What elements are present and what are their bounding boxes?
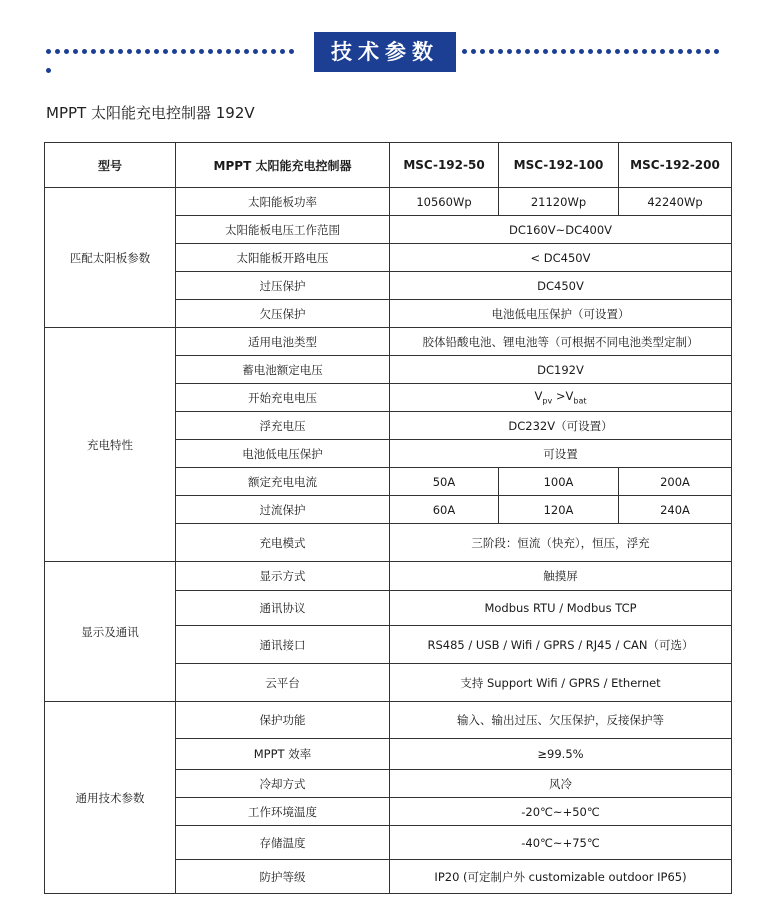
cell-value: 触摸屏 bbox=[390, 562, 732, 591]
row-label: 通讯接口 bbox=[176, 626, 390, 664]
row-label: MPPT 效率 bbox=[176, 739, 390, 770]
row-label: 保护功能 bbox=[176, 702, 390, 739]
table-row bbox=[45, 328, 732, 356]
dot bbox=[118, 49, 123, 54]
dot bbox=[624, 49, 629, 54]
cell-value: DC192V bbox=[390, 356, 732, 384]
row-label: 云平台 bbox=[176, 664, 390, 702]
group-display: 显示及通讯 bbox=[45, 562, 176, 702]
dot bbox=[145, 49, 150, 54]
group-charge: 充电特性 bbox=[45, 328, 176, 562]
dot bbox=[660, 49, 665, 54]
dot bbox=[109, 49, 114, 54]
dot bbox=[480, 49, 485, 54]
dot bbox=[82, 49, 87, 54]
product-subtitle: MPPT 太阳能充电控制器 192V bbox=[46, 104, 255, 122]
cell-value: 三阶段：恒流（快充），恒压，浮充 bbox=[390, 524, 732, 562]
dot bbox=[46, 49, 51, 54]
pv-subscript: pv bbox=[542, 396, 553, 406]
gt-v-symbol: >V bbox=[552, 389, 574, 404]
cell-value: DC160V~DC400V bbox=[390, 216, 732, 244]
row-label: 工作环境温度 bbox=[176, 798, 390, 826]
v-symbol: V bbox=[534, 389, 543, 404]
cell-value: ≥99.5% bbox=[390, 739, 732, 770]
dot bbox=[64, 49, 69, 54]
cell-value: 胶体铅酸电池、锂电池等（可根据不同电池类型定制） bbox=[390, 328, 732, 356]
cell-value: 21120Wp bbox=[499, 188, 619, 216]
row-label: 适用电池类型 bbox=[176, 328, 390, 356]
cell-value: 60A bbox=[390, 496, 499, 524]
dot bbox=[489, 49, 494, 54]
row-label: 存储温度 bbox=[176, 826, 390, 860]
section-title: 技术参数 bbox=[314, 32, 456, 72]
cell-value: 电池低电压保护（可设置） bbox=[390, 300, 732, 328]
dot bbox=[525, 49, 530, 54]
cell-value bbox=[390, 384, 732, 412]
dot bbox=[606, 49, 611, 54]
section-header bbox=[0, 30, 760, 74]
cell-value: DC450V bbox=[390, 272, 732, 300]
spec-table bbox=[44, 142, 732, 894]
dot bbox=[507, 49, 512, 54]
dot bbox=[262, 49, 267, 54]
cell-value: RS485 / USB / Wifi / GPRS / RJ45 / CAN（可选） bbox=[390, 626, 732, 664]
dot bbox=[46, 68, 51, 73]
row-label: 过流保护 bbox=[176, 496, 390, 524]
cell-value: -40℃~+75℃ bbox=[390, 826, 732, 860]
dot bbox=[127, 49, 132, 54]
dot bbox=[199, 49, 204, 54]
dot bbox=[136, 49, 141, 54]
row-label: 开始充电电压 bbox=[176, 384, 390, 412]
group-general: 通用技术参数 bbox=[45, 702, 176, 894]
cell-value: -20℃~+50℃ bbox=[390, 798, 732, 826]
dot bbox=[462, 49, 467, 54]
group-solar: 匹配太阳板参数 bbox=[45, 188, 176, 328]
row-label: 浮充电压 bbox=[176, 412, 390, 440]
cell-value: 输入、输出过压、欠压保护，反接保护等 bbox=[390, 702, 732, 739]
dot bbox=[172, 49, 177, 54]
header-model-100: MSC-192-100 bbox=[499, 143, 619, 188]
dot bbox=[687, 49, 692, 54]
dot bbox=[561, 49, 566, 54]
dot bbox=[280, 49, 285, 54]
cell-value: 200A bbox=[619, 468, 732, 496]
dot bbox=[543, 49, 548, 54]
dot bbox=[217, 49, 222, 54]
table-row bbox=[45, 188, 732, 216]
row-label: 通讯协议 bbox=[176, 591, 390, 626]
dot bbox=[642, 49, 647, 54]
dot bbox=[55, 49, 60, 54]
dot bbox=[669, 49, 674, 54]
table-header-row bbox=[45, 143, 732, 188]
dot bbox=[471, 49, 476, 54]
row-label: 防护等级 bbox=[176, 860, 390, 894]
table-row bbox=[45, 702, 732, 739]
row-label: 蓄电池额定电压 bbox=[176, 356, 390, 384]
cell-value: < DC450V bbox=[390, 244, 732, 272]
dot bbox=[289, 49, 294, 54]
cell-value: 50A bbox=[390, 468, 499, 496]
cell-value: 风冷 bbox=[390, 770, 732, 798]
dotted-rule-right bbox=[462, 49, 724, 55]
dot bbox=[91, 49, 96, 54]
dot bbox=[696, 49, 701, 54]
dotted-rule-left bbox=[46, 49, 304, 55]
dot bbox=[181, 49, 186, 54]
row-label: 显示方式 bbox=[176, 562, 390, 591]
dot bbox=[615, 49, 620, 54]
dot bbox=[633, 49, 638, 54]
row-label: 太阳能板电压工作范围 bbox=[176, 216, 390, 244]
row-label: 太阳能板开路电压 bbox=[176, 244, 390, 272]
dot bbox=[226, 49, 231, 54]
cell-value: IP20 (可定制户外 customizable outdoor IP65) bbox=[390, 860, 732, 894]
dot bbox=[253, 49, 258, 54]
row-label: 冷却方式 bbox=[176, 770, 390, 798]
row-label: 过压保护 bbox=[176, 272, 390, 300]
dot bbox=[271, 49, 276, 54]
cell-value: 120A bbox=[499, 496, 619, 524]
dot bbox=[190, 49, 195, 54]
dot bbox=[579, 49, 584, 54]
dot bbox=[516, 49, 521, 54]
dot bbox=[678, 49, 683, 54]
cell-value: 100A bbox=[499, 468, 619, 496]
dot bbox=[651, 49, 656, 54]
dot bbox=[208, 49, 213, 54]
bat-subscript: bat bbox=[573, 396, 587, 406]
dot bbox=[100, 49, 105, 54]
header-product: MPPT 太阳能充电控制器 bbox=[176, 143, 390, 188]
cell-value: 可设置 bbox=[390, 440, 732, 468]
row-label: 电池低电压保护 bbox=[176, 440, 390, 468]
row-label: 欠压保护 bbox=[176, 300, 390, 328]
row-label: 太阳能板功率 bbox=[176, 188, 390, 216]
cell-value: Modbus RTU / Modbus TCP bbox=[390, 591, 732, 626]
dot bbox=[705, 49, 710, 54]
row-label: 充电模式 bbox=[176, 524, 390, 562]
cell-value: 240A bbox=[619, 496, 732, 524]
dot bbox=[498, 49, 503, 54]
dot bbox=[714, 49, 719, 54]
cell-value: 支持 Support Wifi / GPRS / Ethernet bbox=[390, 664, 732, 702]
header-model: 型号 bbox=[45, 143, 176, 188]
dot bbox=[552, 49, 557, 54]
dot bbox=[588, 49, 593, 54]
table-row bbox=[45, 562, 732, 591]
dot bbox=[154, 49, 159, 54]
cell-value: 10560Wp bbox=[390, 188, 499, 216]
dot bbox=[570, 49, 575, 54]
row-label: 额定充电电流 bbox=[176, 468, 390, 496]
header-model-200: MSC-192-200 bbox=[619, 143, 732, 188]
header-model-50: MSC-192-50 bbox=[390, 143, 499, 188]
dot bbox=[244, 49, 249, 54]
dot bbox=[235, 49, 240, 54]
cell-value: DC232V（可设置） bbox=[390, 412, 732, 440]
dot bbox=[73, 49, 78, 54]
dot bbox=[534, 49, 539, 54]
dot bbox=[163, 49, 168, 54]
cell-value: 42240Wp bbox=[619, 188, 732, 216]
dot bbox=[597, 49, 602, 54]
